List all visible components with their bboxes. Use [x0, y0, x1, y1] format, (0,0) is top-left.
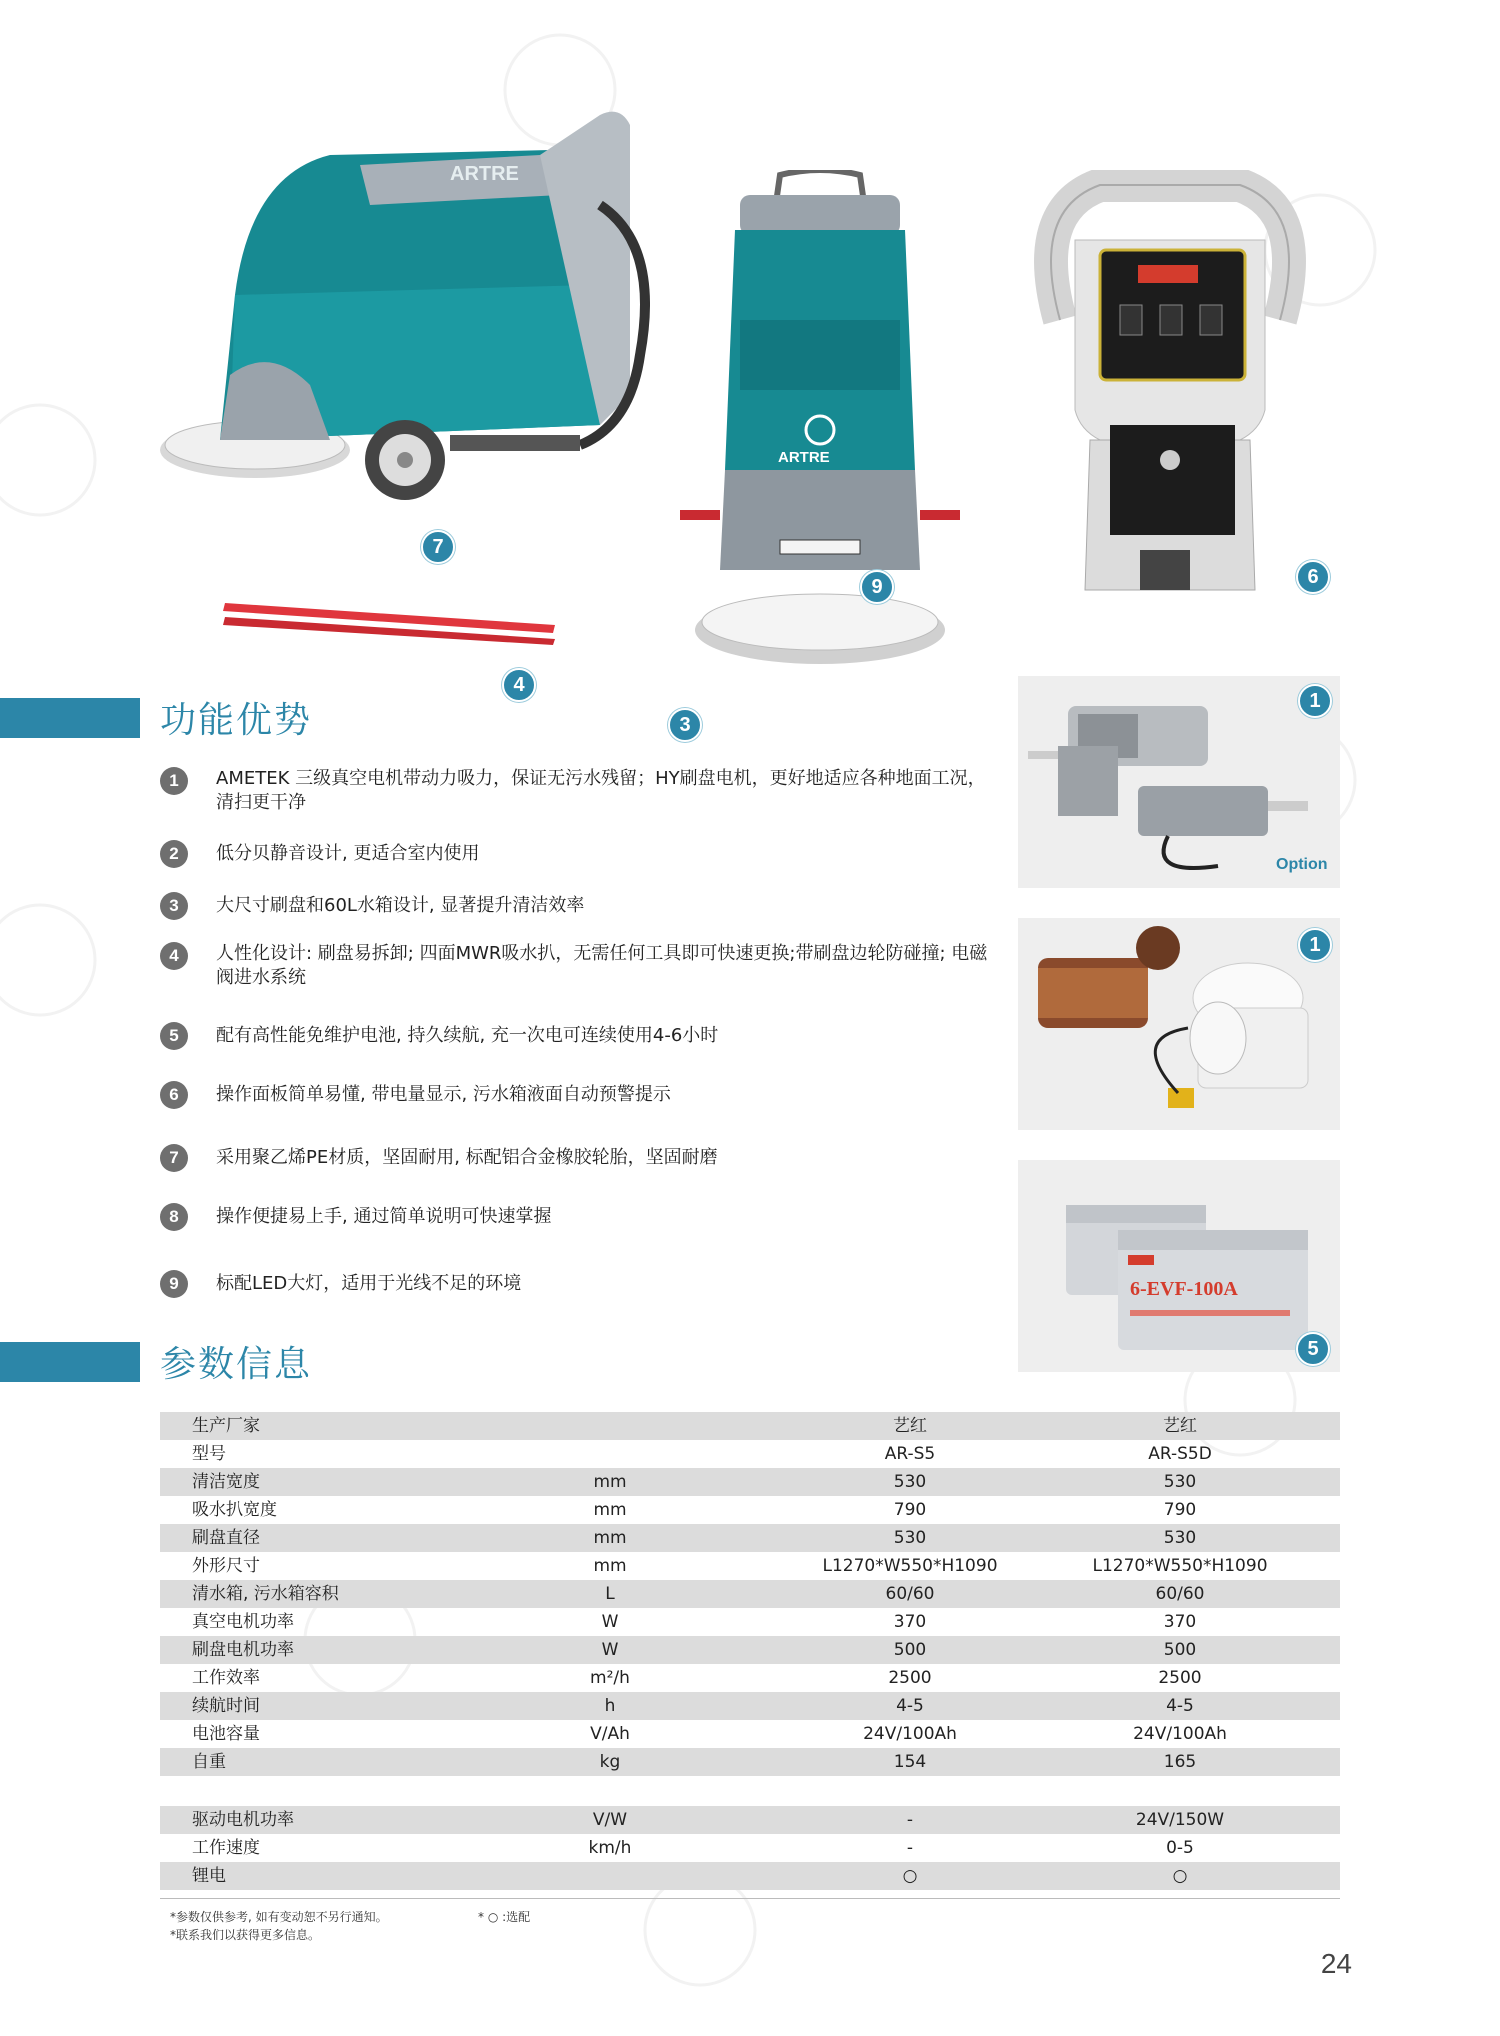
brand-logo: ARTRE — [450, 163, 519, 185]
table-row: 型号 AR-S5 AR-S5D — [192, 1444, 1212, 1464]
feature-text: 操作面板简单易懂, 带电量显示, 污水箱液面自动预警提示 — [216, 1084, 671, 1105]
table-row: 自重 kg 154 165 — [160, 1748, 1340, 1776]
feature-number: 8 — [160, 1203, 188, 1231]
feature-text: 标配LED大灯，适用于光线不足的环境 — [216, 1273, 522, 1294]
features-title: 功能优势 — [160, 700, 313, 741]
table-row: 刷盘直径 mm 530 530 — [160, 1524, 1340, 1552]
table-row: 驱动电机功率 V/W - 24V/150W — [160, 1806, 1340, 1834]
feature-number: 2 — [160, 840, 188, 868]
badge-9: 9 — [860, 570, 894, 604]
note-legend: * ○ :选配 — [478, 1910, 531, 1924]
badge-7: 7 — [421, 530, 455, 564]
vacuum-motor-photo — [1018, 918, 1340, 1130]
section-bar-features — [0, 698, 140, 738]
table-row: 刷盘电机功率 W 500 500 — [160, 1636, 1340, 1664]
badge-1: 1 — [1298, 928, 1332, 962]
table-row: 吸水扒宽度 mm 790 790 — [192, 1500, 1197, 1520]
table-row: 外形尺寸 mm L1270*W550*H1090 L1270*W550*H1090 — [192, 1556, 1268, 1576]
feature-number: 9 — [160, 1270, 188, 1298]
scrubber-front-image — [680, 170, 960, 670]
badge-6: 6 — [1296, 560, 1330, 594]
feature-number: 7 — [160, 1144, 188, 1172]
feature-number: 3 — [160, 892, 188, 920]
note-line-1: *参数仅供参考, 如有变动恕不另行通知。 — [170, 1910, 388, 1924]
feature-text: AMETEK 三级真空电机带动力吸力，保证无污水残留；HY刷盘电机，更好地适应各种地面工况，清扫更干净 — [216, 768, 986, 813]
note-line-2: *联系我们以获得更多信息。 — [170, 1928, 321, 1942]
table-row: 锂电 ○ ○ — [160, 1862, 1340, 1890]
table-row: 工作效率 m²/h 2500 2500 — [192, 1668, 1202, 1688]
badge-4: 4 — [502, 668, 536, 702]
svg-text:ARTRE: ARTRE — [778, 449, 830, 466]
section-bar-specs — [0, 1342, 140, 1382]
feature-text: 人性化设计: 刷盘易拆卸; 四面MWR吸水扒，无需任何工具即可快速更换;带刷盘边轮防碰撞; 电磁阀进水系统 — [216, 943, 988, 988]
option-label: Option — [1276, 856, 1328, 873]
badge-5: 5 — [1296, 1332, 1330, 1366]
control-panel-image — [1020, 170, 1320, 600]
feature-text: 大尺寸刷盘和60L水箱设计, 显著提升清洁效率 — [216, 895, 585, 916]
table-row: 续航时间 h 4-5 4-5 — [160, 1692, 1340, 1720]
table-bottom-rule — [160, 1898, 1340, 1899]
feature-text: 配有高性能免维护电池, 持久续航, 充一次电可连续使用4-6小时 — [216, 1025, 719, 1046]
feature-number: 1 — [160, 767, 188, 795]
feature-text: 操作便捷易上手, 通过简单说明可快速掌握 — [216, 1206, 552, 1227]
specs-title: 参数信息 — [160, 1344, 313, 1385]
table-row: 电池容量 V/Ah 24V/100Ah 24V/100Ah — [192, 1724, 1227, 1744]
brush-motor-photo — [1018, 676, 1340, 888]
squeegee-blade-image — [220, 595, 560, 645]
feature-number: 5 — [160, 1022, 188, 1050]
table-row: 真空电机功率 W 370 370 — [192, 1612, 1197, 1632]
table-row: 清洁宽度 mm 530 530 — [160, 1468, 1340, 1496]
table-row: 工作速度 km/h - 0-5 — [192, 1838, 1194, 1858]
battery-model-label: 6-EVF-100A — [1130, 1278, 1238, 1300]
feature-text: 低分贝静音设计, 更适合室内使用 — [216, 843, 480, 864]
feature-text: 采用聚乙烯PE材质，坚固耐用, 标配铝合金橡胶轮胎，坚固耐磨 — [216, 1147, 718, 1168]
badge-3: 3 — [668, 708, 702, 742]
feature-number: 6 — [160, 1081, 188, 1109]
table-row: 生产厂家 艺红 艺红 — [160, 1412, 1340, 1440]
battery-photo — [1018, 1160, 1340, 1372]
table-row: 清水箱, 污水箱容积 L 60/60 60/60 — [160, 1580, 1340, 1608]
scrubber-side-image — [160, 95, 650, 515]
badge-1: 1 — [1298, 684, 1332, 718]
page-number: 24 — [1320, 1948, 1352, 1979]
feature-number: 4 — [160, 942, 188, 970]
